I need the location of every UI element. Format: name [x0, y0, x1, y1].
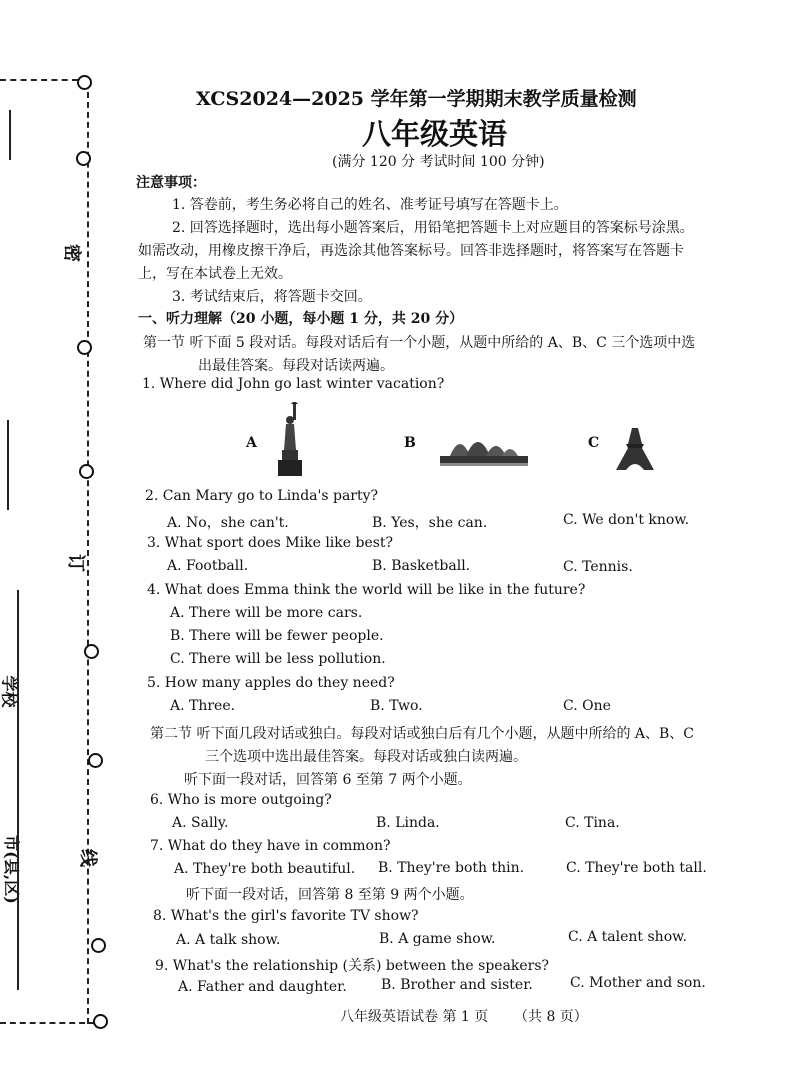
notice-item: 3. 考试结束后，将答题卡交回。 — [172, 289, 372, 305]
option: A. Three. — [170, 698, 236, 714]
option: C. Tina. — [565, 815, 620, 831]
option: B. Brother and sister. — [381, 977, 533, 993]
binding-line-top — [0, 79, 78, 81]
margin-fill-line — [7, 420, 9, 510]
notice-item: 2. 回答选择题时，选出每小题答案后，用铅笔把答题卡上对应题目的答案标号涂黑。 — [172, 220, 694, 236]
margin-char-mi: 密 — [61, 244, 82, 262]
question-stem: 6. Who is more outgoing? — [150, 792, 332, 808]
margin-field-city: 市(县,区) — [1, 835, 21, 904]
notice-item: 1. 答卷前，考生务必将自己的姓名、准考证号填写在答题卡上。 — [172, 197, 568, 213]
section-instruction: 第一节 听下面 5 段对话。每段对话后有一个小题，从题中所给的 A、B、C 三个选项中选 — [143, 335, 696, 351]
option: A. No，she can't. — [167, 515, 289, 531]
question-stem: 5. How many apples do they need? — [147, 675, 395, 691]
option-label: A — [246, 435, 257, 451]
binding-line — [87, 82, 89, 1024]
eiffel-tower-icon — [612, 428, 658, 470]
margin-fill-line — [17, 590, 19, 990]
binding-line-bottom — [0, 1022, 95, 1024]
binding-hole — [79, 464, 94, 479]
margin-field-partial: 学校 — [0, 675, 19, 708]
page-total: （共 8 页） — [514, 1009, 588, 1025]
binding-hole — [76, 151, 91, 166]
option: A. Sally. — [172, 815, 229, 831]
question-stem: 1. Where did John go last winter vacation? — [142, 376, 445, 392]
margin-char-xian: 线 — [77, 849, 98, 867]
binding-hole — [77, 75, 92, 90]
notice-item: 上，写在本试卷上无效。 — [138, 266, 292, 282]
listening-instruction: 听下面一段对话，回答第 6 至第 7 两个小题。 — [184, 772, 472, 788]
listening-instruction: 听下面一段对话，回答第 8 至第 9 两个小题。 — [186, 887, 474, 903]
exam-meta: (满分 120 分 考试时间 100 分钟) — [332, 154, 545, 170]
option: C. One — [563, 698, 611, 714]
option: A. They're both beautiful. — [174, 861, 356, 877]
option: B. Two. — [370, 698, 423, 714]
margin-fill-line — [9, 110, 11, 160]
option: C. There will be less pollution. — [170, 651, 386, 667]
option: B. Yes，she can. — [372, 515, 488, 531]
subject-title: 八年级英语 — [362, 117, 508, 151]
option-label: B — [404, 435, 416, 451]
notice-item: 如需改动，用橡皮擦干净后，再选涂其他答案标号。回答非选择题时，将答案写在答题卡 — [138, 243, 684, 259]
notice-heading: 注意事项： — [136, 175, 206, 191]
option: C. They're both tall. — [566, 860, 707, 876]
sydney-opera-house-icon — [436, 428, 532, 468]
part-heading: 一、听力理解（20 小题，每小题 1 分，共 20 分） — [138, 311, 464, 327]
section-instruction: 三个选项中选出最佳答案。每段对话或独白读两遍。 — [205, 749, 527, 765]
option: C. A talent show. — [568, 929, 687, 945]
option-label: C — [588, 435, 600, 451]
question-stem: 4. What does Emma think the world will be like in the future? — [147, 582, 586, 598]
option: A. There will be more cars. — [170, 605, 363, 621]
option: C. Mother and son. — [570, 975, 706, 991]
option: B. They're both thin. — [378, 860, 525, 876]
binding-hole — [93, 1014, 108, 1029]
page-number: 八年级英语试卷 第 1 页 — [340, 1009, 489, 1025]
section-instruction: 出最佳答案。每段对话读两遍。 — [198, 358, 394, 374]
option: B. There will be fewer people. — [170, 628, 384, 644]
question-stem: 3. What sport does Mike like best? — [147, 535, 394, 551]
option: C. Tennis. — [563, 559, 633, 575]
option: C. We don't know. — [563, 512, 690, 528]
binding-hole — [84, 644, 99, 659]
question-stem: 8. What's the girl's favorite TV show? — [153, 908, 419, 924]
option: B. A game show. — [379, 931, 496, 947]
option: A. Father and daughter. — [178, 979, 347, 995]
binding-hole — [77, 340, 92, 355]
option: B. Linda. — [376, 815, 440, 831]
option: B. Basketball. — [372, 558, 471, 574]
binding-hole — [88, 753, 103, 768]
question-stem: 9. What's the relationship (关系) between the speakers? — [155, 958, 550, 974]
exam-title: XCS2024—2025 学年第一学期期末教学质量检测 — [196, 88, 637, 110]
option: A. A talk show. — [176, 932, 281, 948]
option: A. Football. — [167, 558, 249, 574]
question-stem: 7. What do they have in common? — [150, 838, 391, 854]
binding-hole — [91, 938, 106, 953]
question-stem: 2. Can Mary go to Linda's party? — [145, 488, 379, 504]
section-instruction: 第二节 听下面几段对话或独白。每段对话或独白后有几个小题，从题中所给的 A、B、C — [150, 726, 695, 742]
statue-of-liberty-icon — [270, 402, 310, 478]
margin-char-ding: 订 — [65, 554, 86, 572]
